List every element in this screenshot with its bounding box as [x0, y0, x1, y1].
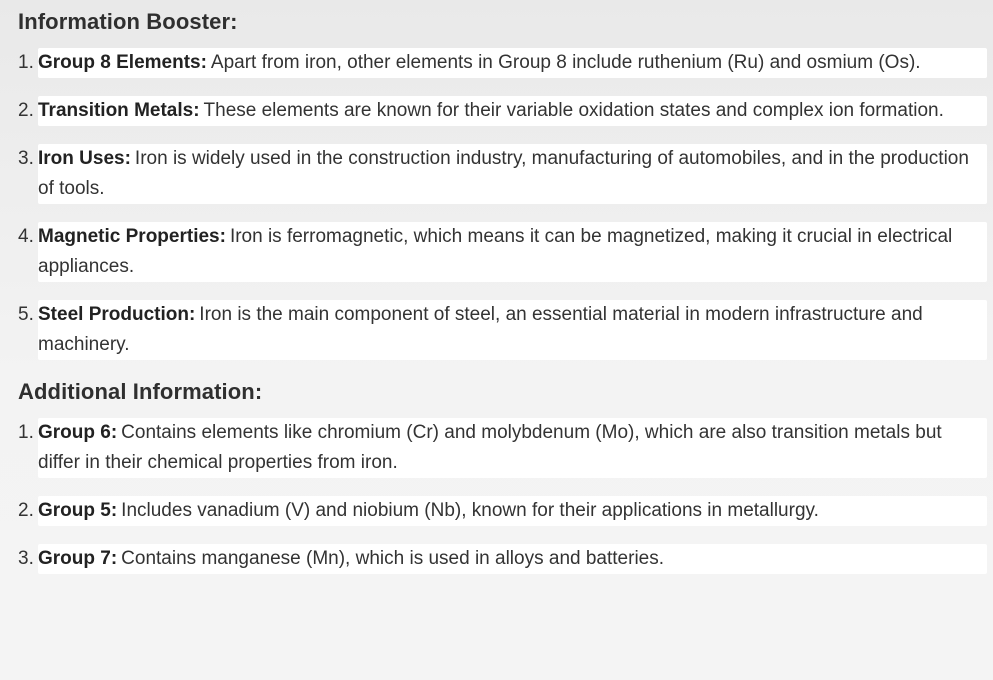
- list-item-text: Includes vanadium (V) and niobium (Nb), known for their applications in metallurgy.: [121, 500, 819, 521]
- list-item-number: 2.: [18, 500, 34, 521]
- list-item-content: [38, 300, 987, 360]
- list-item-content: [38, 418, 987, 478]
- list-item: [18, 418, 987, 478]
- list-item-text: Apart from iron, other elements in Group 8 include ruthenium (Ru) and osmium (Os).: [210, 52, 921, 73]
- list-item-term: Group 8 Elements:: [38, 52, 207, 73]
- list-item-content: [38, 144, 987, 204]
- list-item: [18, 48, 987, 78]
- list-item: [18, 496, 987, 526]
- list-item-text: Iron is ferromagnetic, which means it can be magnetized, making it crucial in electrical appliances.: [38, 226, 953, 277]
- list-item-text: Iron is widely used in the construction industry, manufacturing of automobiles, and in the production of tools.: [38, 148, 969, 199]
- list-item-content: [38, 96, 987, 126]
- list-item-number: 1.: [18, 422, 34, 443]
- list-item-content: [38, 48, 987, 78]
- list-item: [18, 222, 987, 282]
- information-booster-list: [18, 48, 987, 360]
- list-item: [18, 300, 987, 360]
- list-item-text: Iron is the main component of steel, an essential material in modern infrastructure and machinery.: [38, 304, 923, 355]
- additional-information-heading: Additional Information:: [18, 379, 263, 404]
- list-item-text: Contains manganese (Mn), which is used in alloys and batteries.: [121, 548, 665, 569]
- list-item-number: 2.: [18, 100, 34, 121]
- list-item: [18, 96, 987, 126]
- list-item-term: Group 7:: [38, 548, 118, 569]
- list-item: [18, 544, 987, 574]
- list-item-number: 4.: [18, 226, 34, 247]
- list-item-content: [38, 496, 987, 526]
- list-item-term: Group 6:: [38, 422, 118, 443]
- list-item-content: [38, 544, 987, 574]
- list-item-number: 5.: [18, 304, 34, 325]
- list-item-number: 3.: [18, 548, 34, 569]
- list-item-number: 1.: [18, 52, 34, 73]
- list-item-term: Iron Uses:: [38, 148, 131, 169]
- list-item-term: Group 5:: [38, 500, 118, 521]
- list-item-text: Contains elements like chromium (Cr) and molybdenum (Mo), which are also transition metals but differ in their chemical properties from iron.: [38, 422, 942, 473]
- list-item: [18, 144, 987, 204]
- list-item-term: Transition Metals:: [38, 100, 200, 121]
- additional-information-list: [18, 418, 987, 574]
- list-item-text: These elements are known for their variable oxidation states and complex ion formation.: [203, 100, 944, 121]
- list-item-term: Magnetic Properties:: [38, 226, 226, 247]
- list-item-term: Steel Production:: [38, 304, 196, 325]
- list-item-content: [38, 222, 987, 282]
- information-booster-heading: Information Booster:: [18, 9, 238, 34]
- list-item-number: 3.: [18, 148, 34, 169]
